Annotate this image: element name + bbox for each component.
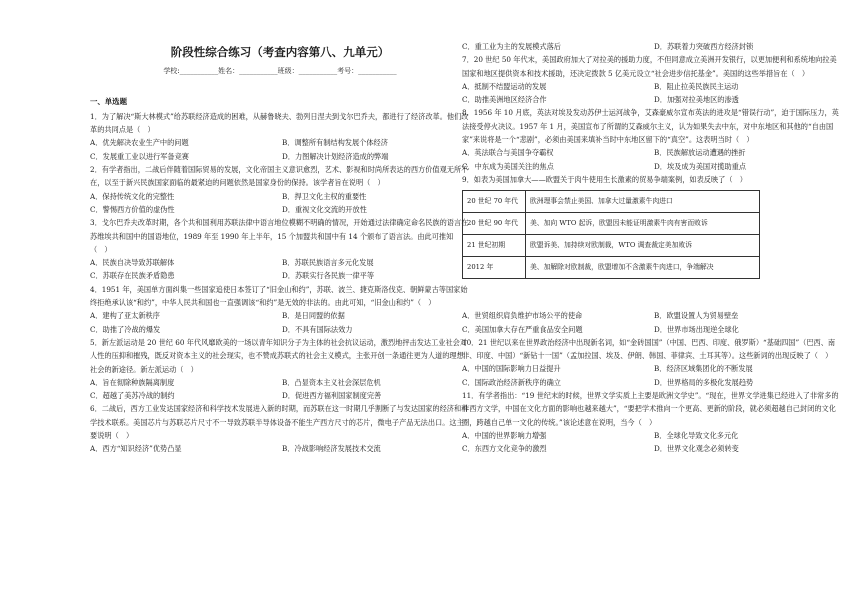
option: C．重工业为主的发展模式落后 (462, 42, 561, 51)
option: B．是日同盟的依据 (282, 311, 345, 321)
table-row (463, 257, 760, 279)
option: B．苏联民族语言多元化发展 (282, 258, 374, 268)
option: B．阻止拉美民族民主运动 (654, 81, 739, 91)
option: A．英法联合与美国争夺霸权 (462, 148, 554, 158)
option: B．经济区域集团化的不断发展 (654, 364, 753, 374)
q6-continued-options (462, 40, 842, 53)
options-grid (90, 376, 470, 403)
options-grid (462, 80, 842, 107)
options-grid (90, 442, 470, 455)
question-text: 6．二战后，西方工业发达国家经济和科学技术发展进入新的时期，而苏联在这一时期几乎割断了与发达国家的经济和科学技术联系。美国芯片与苏联芯片尺寸不一导致苏联半导体设备不能生产西方尺寸的芯片，微电子产品无法出口。这主要说明（ ） (90, 404, 469, 441)
option: D．重视文化交流的开放性 (282, 204, 367, 214)
page-title: 阶段性综合练习（考查内容第八、九单元） (170, 45, 390, 59)
option: B．捍卫文化主权的重要性 (282, 191, 367, 201)
table-cell-event: 欧盟诉美、加持续对欧制裁，WTO 调查裁定美加败诉 (526, 235, 760, 257)
option: A．旨在彻除种族隔离制度 (90, 377, 175, 387)
question-text: 2．有学者指出，二战后伴随着国际贸易的发展，文化帝国主义意识愈烈，艺术、影视和时尚所表达的西方价值观无所不在，以至于新兴民族国家面临的最紧迫的问题依然是国家身份的保持。该学者旨在说明（ ） (90, 165, 469, 188)
question-text: 8．1956 年 10 月底，英法对埃及发动苏伊士运河战争，艾森豪威尔宣布英法的进攻是“错误行动”，迫于国际压力，英法接受停火决议。1957 年 1 月，美国宣布了所谓的艾森威尔主义，认为如果失去中东，对中东地区和其他的“自由国家”来说将是一个“悲剧”，必须由美国来填补当时中东地区留下的“真空”。这表明当时（ ） (462, 108, 839, 145)
question-text: 3．戈尔巴乔夫改革时期，各个共和国利用苏联法律中语言地位模糊不明确的情况，开始通过法律确定命名民族的语言在苏维埃共和国中的国语地位，1989 年至 1990 年上半年，15 个加盟共和国中有 14 个颁布了语言法。由此可推知（ ） (90, 218, 469, 254)
q9-options (462, 309, 842, 336)
option: C．苏联存在民族矛盾隐患 (90, 271, 175, 281)
table-cell-year: 20 世纪 70 年代 (463, 191, 526, 213)
options-grid (462, 146, 842, 173)
question-text: 9．如表为美国加拿大——欧盟关于肉牛使用生长激素的贸易争端案例，如表反映了（ ） (462, 174, 747, 184)
option: D．世界格局的多极化发展趋势 (654, 377, 754, 387)
option: C．助推了冷战的爆发 (90, 324, 161, 334)
left-questions (90, 110, 470, 456)
option: D．世界市场出现逆全球化 (654, 324, 739, 334)
option: D．苏联着力突破西方经济封锁 (654, 42, 754, 51)
option: A．保持传统文化的完整性 (90, 191, 175, 201)
options-grid (90, 190, 470, 217)
option: B．调整所有制结构发展个体经济 (282, 138, 388, 148)
option: B．民族解放运动遭遇的挫折 (654, 148, 746, 158)
option: D．苏联实行各民族一律平等 (282, 271, 375, 281)
left-column (90, 40, 470, 456)
table-cell-year: 21 世纪初期 (463, 235, 526, 257)
option: C．超越了美苏冷战的制约 (90, 391, 175, 401)
option: B．冷战影响经济发展技术交流 (282, 444, 381, 454)
option: C．东西方文化竞争的激烈 (462, 444, 547, 454)
table-row (463, 191, 760, 213)
trade-dispute-table (462, 190, 760, 279)
option: B．全球化导致文化多元化 (654, 430, 739, 440)
student-info-line: 学校:___________姓名：___________班级：___________考号：___________ (163, 67, 397, 76)
option: C．发展重工业以进行军备竞赛 (90, 151, 189, 161)
right-questions (462, 53, 842, 186)
table-cell-year: 20 世纪 90 年代 (463, 213, 526, 235)
option: D．加强对拉美地区的渗透 (654, 95, 739, 105)
option: A．西方“知识经济”优势凸显 (90, 444, 182, 454)
options-grid (462, 429, 842, 456)
option: A．世贸组织肩负维护市场公平的使命 (462, 311, 583, 321)
option: C．中东成为美国关注的焦点 (462, 161, 554, 171)
option: C．警惕西方价值的虚伪性 (90, 204, 175, 214)
question-text: 4．1951 年，美国单方面纠集一些国家追使日本签订了“旧金山和约”，苏联、波兰、捷克斯洛伐克、朝鲜蒙古等国家始终拒绝承认该“和约”，中华人民共和国也一直强调该“和约”是无效的非法的。由此可知，“旧金山和约”（ ） (90, 284, 468, 308)
option: A．中国的世界影响力增强 (462, 430, 547, 440)
table-cell-year: 2012 年 (463, 257, 526, 279)
right-questions-2 (462, 336, 842, 456)
option: D．促进西方福利国家制度完善 (282, 391, 382, 401)
table-row (463, 213, 760, 235)
option: A．中国的国际影响力日益提升 (462, 364, 561, 374)
option: A．建构了亚太新秩序 (90, 311, 160, 321)
right-column (462, 40, 842, 456)
option: A．优先解决农业生产中的问题 (90, 138, 189, 148)
option: A．民族自决导致苏联解体 (90, 258, 175, 268)
option: B．凸显资本主义社会深层危机 (282, 377, 381, 387)
options-grid (90, 256, 470, 283)
question-text: 7．20 世纪 50 年代末，美国政府加大了对拉美的援助力度，不但同意成立美洲开发银行，以更加便利和系统地向拉美国家和地区提供资本和技术援助，还决定拨款 5 亿美元设立“社会进步信托基金”。美国的这些举措旨在（ ） (462, 55, 837, 78)
table-row (463, 235, 760, 257)
question-text: 11．有学者指出：“19 世纪末的时候，世界文学实质上主要是欧洲文学史”。“现在，世界文学进集已经进入了非常多的非西方文学，中国在文化方面的影响也越来越大”，“要把学术推向一个更高、更新的阶段，就必须超越自己封闭的文化圈，跨越自己单一文化的传统。”该论述意在说明，当今（ ） (462, 391, 839, 427)
option: D．力图解决计划经济造成的弊端 (282, 151, 389, 161)
options-grid (462, 362, 842, 389)
section-heading: 一、单选题 (90, 96, 127, 106)
option: C．国际政治经济新秩序的确立 (462, 377, 561, 387)
option: D．不具有国际法效力 (282, 324, 353, 334)
options-grid (90, 309, 470, 336)
option: C．助推美洲地区经济合作 (462, 95, 547, 105)
question-text: 1．为了解决“斯大林模式”给苏联经济造成的困难，从赫鲁晓夫、勃列日涅夫到戈尔巴乔夫，都进行了经济改革。他们改革的共同点是（ ） (90, 111, 469, 135)
option: D．埃及成为美国对揽助重点 (654, 161, 747, 171)
options-grid (90, 136, 470, 163)
question-text: 10．21 世纪以来在世界政治经济中出现新名词，如“金砖国国”（中国、巴西、印度、俄罗斯）“基础四国”（巴西、南非、印度、中国）“新钻十一国”（孟加拉国、埃及、伊朗、韩国、菲律宾、土耳其等）。这些新词的出现反映了（ ） (462, 337, 836, 361)
table-cell-event: 美、加向 WTO 起诉，欧盟因未能证明激素牛肉有害而败诉 (526, 213, 760, 235)
table-cell-event: 欧洲理事会禁止美国、加拿大过量激素牛肉进口 (526, 191, 760, 213)
option: C．美国加拿大存在严重食品安全问题 (462, 324, 583, 334)
question-text: 5．新左派运动是 20 世纪 60 年代风靡欧美的一场以青年知识分子为主体的社会抗议运动，激烈地抨击发达工业社会对人性的压抑和摧残，既反对资本主义的社会现实，也不赞成苏联式的社会主义模式，主张开创一条通往更为人道的理想社会的新途径。新左派运动（ ） (90, 337, 468, 374)
table-cell-event: 美、加解除对欧制裁，欧盟增加不含激素牛肉进口，争端解决 (526, 257, 760, 279)
option: D．世界文化观念必须转变 (654, 444, 739, 454)
option: A．抵制不结盟运动的发展 (462, 81, 547, 91)
option: B．欧盟设置人为贸易壁垒 (654, 311, 739, 321)
